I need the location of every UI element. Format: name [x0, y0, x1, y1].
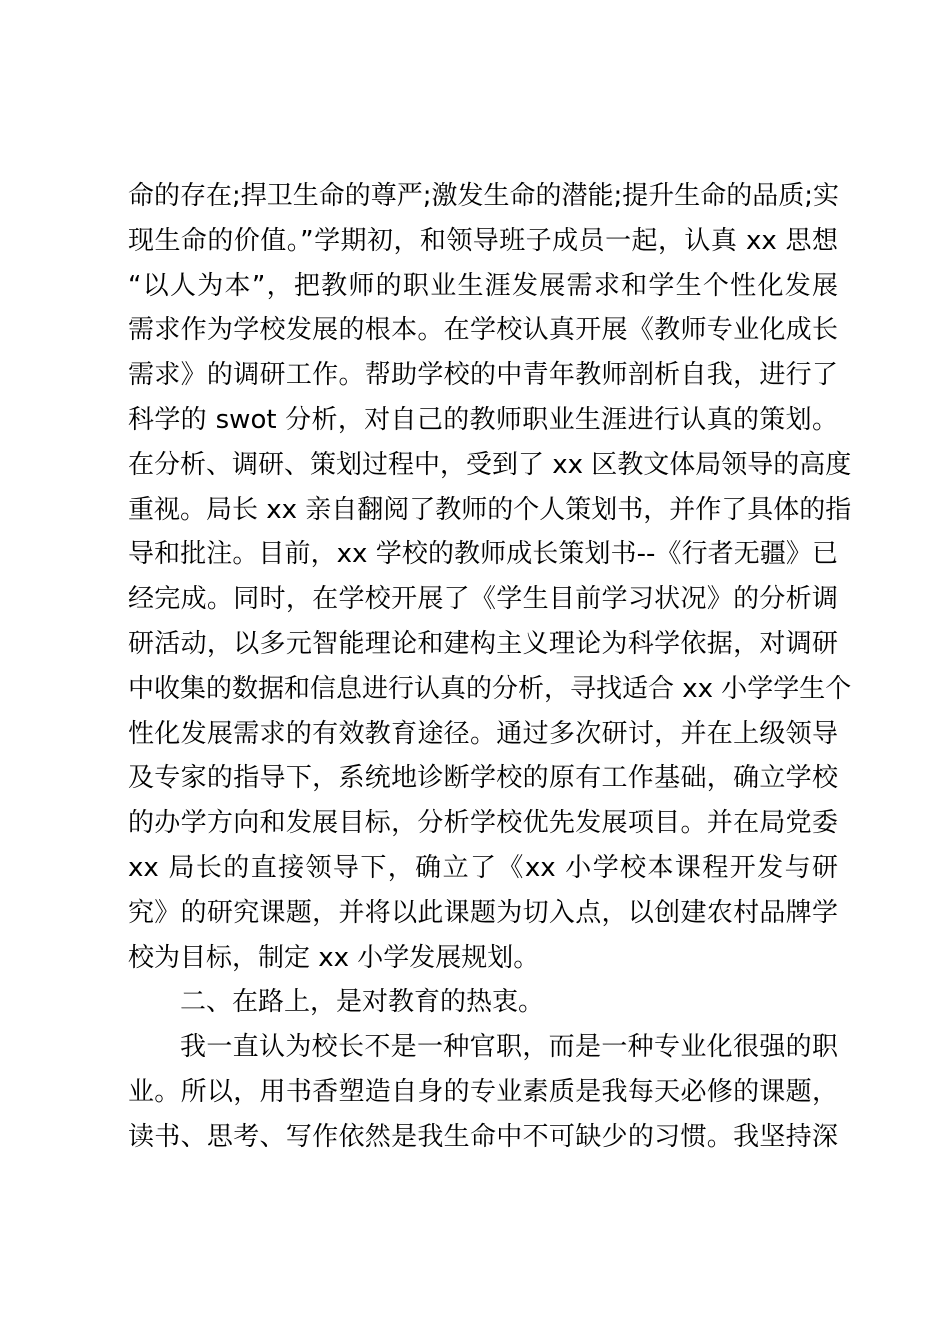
- text-line: 读书、思考、写作依然是我生命中不可缺少的习惯。我坚持深: [128, 1121, 838, 1152]
- text-line: 究》的研究课题，并将以此课题为切入点，以创建农村品牌学: [128, 897, 838, 928]
- paragraph-1: [128, 174, 852, 980]
- text-line: 中收集的数据和信息进行认真的分析，寻找适合 xx 小学学生个: [128, 673, 852, 704]
- text-line: 科学的 swot 分析，对自己的教师职业生涯进行认真的策划。: [128, 404, 838, 435]
- text-line: 的办学方向和发展目标，分析学校优先发展项目。并在局党委: [128, 808, 838, 839]
- text-line: 需求》的调研工作。帮助学校的中青年教师剖析自我，进行了: [128, 360, 838, 391]
- text-line: 导和批注。目前，xx 学校的教师成长策划书--《行者无疆》已: [128, 539, 838, 570]
- text-line: “以人为本”，把教师的职业生涯发展需求和学生个性化发展: [128, 270, 838, 301]
- text-line: 在分析、调研、策划过程中，受到了 xx 区教文体局领导的高度: [128, 449, 852, 480]
- text-line: 需求作为学校发展的根本。在学校认真开展《教师专业化成长: [128, 315, 838, 346]
- text-line: 性化发展需求的有效教育途径。通过多次研讨，并在上级领导: [128, 718, 838, 749]
- text-line: xx 局长的直接领导下，确立了《xx 小学校本课程开发与研: [128, 852, 838, 883]
- text-line: 我一直认为校长不是一种官职，而是一种专业化很强的职: [180, 1032, 838, 1063]
- text-line: 经完成。同时，在学校开展了《学生目前学习状况》的分析调: [128, 584, 838, 615]
- text-line: 研活动，以多元智能理论和建构主义理论为科学依据，对调研: [128, 628, 838, 659]
- text-line: 现生命的价值。”学期初，和领导班子成员一起，认真 xx 思想: [128, 225, 838, 256]
- heading-text: 二、在路上，是对教育的热衷。: [180, 987, 545, 1018]
- text-line: 校为目标，制定 xx 小学发展规划。: [128, 942, 540, 973]
- text-line: 业。所以，用书香塑造自身的专业素质是我每天必修的课题，: [128, 1076, 838, 1107]
- text-line: 及专家的指导下，系统地诊断学校的原有工作基础，确立学校: [128, 763, 838, 794]
- paragraph-2: [128, 1025, 838, 1159]
- section-heading: [128, 980, 838, 1025]
- text-line: 重视。局长 xx 亲自翻阅了教师的个人策划书，并作了具体的指: [128, 494, 852, 525]
- document-body: [128, 174, 852, 1160]
- text-line: 命的存在;捍卫生命的尊严;激发生命的潜能;提升生命的品质;实: [128, 181, 840, 211]
